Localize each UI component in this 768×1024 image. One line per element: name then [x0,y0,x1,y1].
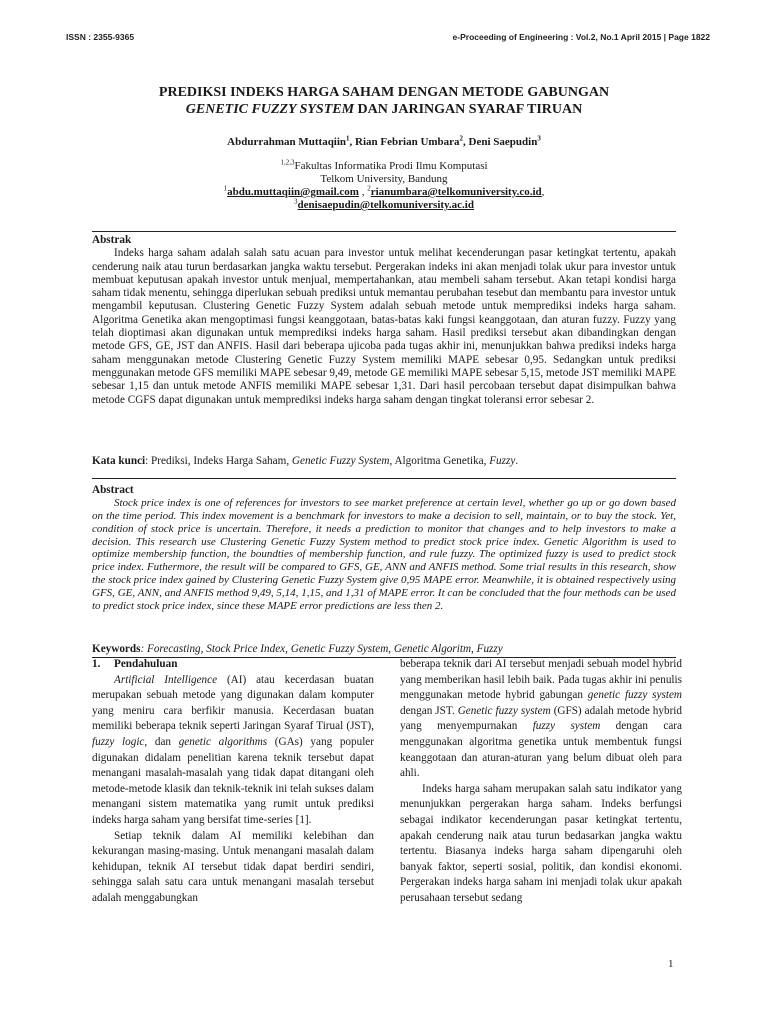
author-3-sup: 3 [537,134,541,143]
university: Telkom University, Bandung [320,173,448,185]
l-p1-t3: (GAs) yang populer digunakan didalam penelitian karena teknik tersebut dapat menangani masalah-masalah yang tidak dapat ditangani oleh metode-metode klasik dan teknik-teknik ini telah sukses dalam menangani sistem matematika yang rumit untuk prediksi indeks harga saham yang bersifat time-series [1]. [92,735,375,826]
l-p1-t2: , dan [144,735,179,748]
author-3: , Deni Saepudin [463,136,538,148]
kata-kunci-label: Kata kunci [92,455,146,467]
author-1-sup: 1 [346,134,350,143]
intro-paragraph-4: Indeks harga saham merupakan salah satu indikator yang menunjukkan pergerakan harga saham. Indeks berfungsi sebagai indikator kecenderungan pasar ketingkat tertentu, apakah cenderung naik atau turun bedasarkan jangka waktu tertentu. Biasanya indeks harga saham dipengaruhi oleh banyak faktor, seperti sosial, politik, dan kondisi ekonomi. Pergerakan indeks harga saham ini menjadi tolak ukur apakah perusahaan tersebut sedang [400,782,682,904]
intro-paragraph-1 [92,673,374,829]
kata-kunci-p5: . [515,455,519,467]
r-p1-t1: beberapa teknik dari AI tersebut menjadi sebuah model hybrid yang memberikan hasil lebih baik. Pada tugas akhir ini penulis menggunakan metode hybrid gabungan [400,658,682,702]
section-title: Pendahuluan [114,658,178,670]
email-sep: , [358,186,368,198]
title-italic: GENETIC FUZZY SYSTEM [185,102,355,117]
r-p1-t2: dengan JST. [400,704,458,717]
page-number: 1 [668,958,674,970]
intro-paragraph-3 [400,657,682,782]
r-p1-it2: Genetic fuzzy system [457,704,551,717]
faculty: Fakultas Informatika Prodi Ilmu Komputasi [294,160,488,172]
r-p1-it1: genetic fuzzy system [587,689,682,702]
authors [70,135,698,149]
keywords [92,643,676,656]
r-p1-it3: fuzzy system [532,720,601,733]
intro-paragraph-2: Setiap teknik dalam AI memiliki kelebihan dan kekurangan masing-masing. Untuk menangani masalah dalam kehidupan, teknik AI tersebut tidak dapat berdiri sendiri, sehingga salah satu cara untuk menangani masalah tersebut adalah menggabungkan [92,829,374,904]
issn: ISSN : 2355-9365 [66,32,135,42]
emails-line1 [70,186,698,199]
abstract-body: Stock price index is one of references for investors to see market preference at certain level, whether go up or go down based on the time period. This index movement is a benchmark for investors to make a decision to sell, maintain, or to buy the stock. Yet, condition of stock price is uncertain. Therefore, it needs a prediction to monitor that changes and to help investors to make a decision. This research use Clustering Genetic Fuzzy System method to predict stock price index. Genetic Algorithm is used to optimize membership function, the boundties of membership function, and rule fuzzy. The optimized fuzzy is used to predict stock price index. Futhermore, the result will be compared to GFS, GE, ANN and ANFIS method. Some trial results in this research, show the stock price index gained by Clustering Genetic Fuzzy System give 0,95 MAPE error. Meanwhile, it is obtained respectively using GFS, GE, ANN, and ANFIS method 9,49, 5,14, 1,15, and 1,31 of MAPE error. It can be concluded that the four methods can be used to predict stock price index, since these MAPE error predictions are less then 2. [92,497,676,612]
kata-kunci-p3: , Algoritma Genetika, [389,455,490,467]
abstract-heading: Abstract [92,484,134,496]
emails-line2 [70,199,698,212]
kata-kunci [92,455,676,468]
aff-sup: 1,2,3 [280,158,295,167]
kata-kunci-p1: : Prediksi, Indeks Harga Saham, [145,455,292,467]
email1-sup: 1 [223,184,228,193]
divider-mid [92,478,676,479]
section-number: 1. [92,658,101,670]
abstrak-heading: Abstrak [92,234,132,246]
paper-title-line1: PREDIKSI INDEKS HARGA SAHAM DENGAN METODE GABUNGAN [158,85,610,100]
left-column [92,657,374,907]
title-block [70,84,698,212]
section-heading [92,657,374,673]
author-2: , Rian Febrian Umbara [349,136,460,148]
r-p1-t4: dengan cara menggunakan algoritma genetika untuk membentuk fungsi keanggotaan dan aturan-aturan yang belum dibuat oleh para ahli. [400,720,682,780]
affiliation [70,160,698,212]
email-link-2[interactable]: rianumbara@telkomuniversity.co.id [370,186,542,198]
l-p1-it1: Artificial Intelligence [114,673,218,686]
kata-kunci-p4: Fuzzy [489,455,516,467]
right-column [400,657,682,907]
kata-kunci-p2: Genetic Fuzzy System [291,455,390,467]
author-1: Abdurrahman Muttaqiin [227,136,347,148]
l-p1-t1: (AI) atau kecerdasan buatan merupakan sebuah metode yang digunakan dalam komputer yang meniru cara berfikir manusia. Kecerdasan buatan memiliki beberapa teknik seperti Jaringan Syaraf Tirual (JST), [92,673,374,733]
author-2-sup: 2 [459,134,464,143]
r-p1-t3: (GFS) adalah metode hybrid yang menyempurnakan [400,704,682,733]
paper-title-line2 [70,101,698,118]
email-link-3[interactable]: denisaepudin@telkomuniversity.ac.id [297,199,474,211]
title-rest: DAN JARINGAN SYARAF TIRUAN [354,102,583,117]
email3-sup: 3 [294,197,298,206]
keywords-body: : Forecasting, Stock Price Index, Genetic Fuzzy System, Genetic Algoritm, Fuzzy [140,643,503,655]
divider-top [92,231,676,232]
email2-sup: 2 [367,184,371,193]
keywords-label: Keywords [92,643,141,655]
l-p1-it2: fuzzy logic [92,735,145,748]
abstrak-body: Indeks harga saham adalah salah satu acuan para investor untuk melihat kecenderungan pasar ketingkat tertentu, apakah cenderung naik atau turun berdasarkan jangka waktu tersebut. Pergerakan indeks ini akan menjadi tolak ukur para investor untuk membuat keputusan apakah investor untuk menjual, mempertahankan, atau membeli saham tersebut. Akan tetapi kondisi harga saham tidak menentu, sehingga diperlukan sebuah prediksi untuk memantau perubahan tesebut dan membantu para investor untuk mengambil keputusan. Clustering Genetic Fuzzy System adalah sebuah metode untuk memprediksi indeks harga saham. Algoritma Genetika akan mengoptimasi fungsi keanggotaan, batas-batas kaki fungsi keanggotaan, dan aturan fuzzy. Fuzzy yang telah dioptimasi akan digunakan untuk memprediksi indeks harga saham. Hasil prediksi tersebut akan dibandingkan dengan metode GFS, GE, JST dan ANFIS. Hasil dari beberapa ujicoba pada tugas akhir ini, menunjukkan bahwa prediksi indeks harga saham menggunakan metode Clustering Genetic Fuzzy System memiliki MAPE sebesar 0,95. Sedangkan untuk prediksi menggunakan metode GFS memiliki MAPE sebesar 9,49, metode GE memiliki MAPE sebesar 5,15, metode JST memiliki MAPE sebesar 1,15 dan untuk metode ANFIS memiliki MAPE sebesar 1,31. Dari hasil percobaan tersebut dapat disimpulkan bahwa metode CGFS dapat digunakan untuk memprediksi indeks harga saham dengan tingkat toleransi error sebesar 2. [92,247,676,406]
email-link-1[interactable]: abdu.muttaqiin@gmail.com [227,186,359,198]
journal-info: e-Proceeding of Engineering : Vol.2, No.1 April 2015 | Page 1822 [452,32,710,42]
email2-tail: , [541,186,545,198]
abstract-section [92,484,676,612]
abstrak-section [92,234,676,407]
l-p1-it3: genetic algorithms [178,735,268,748]
